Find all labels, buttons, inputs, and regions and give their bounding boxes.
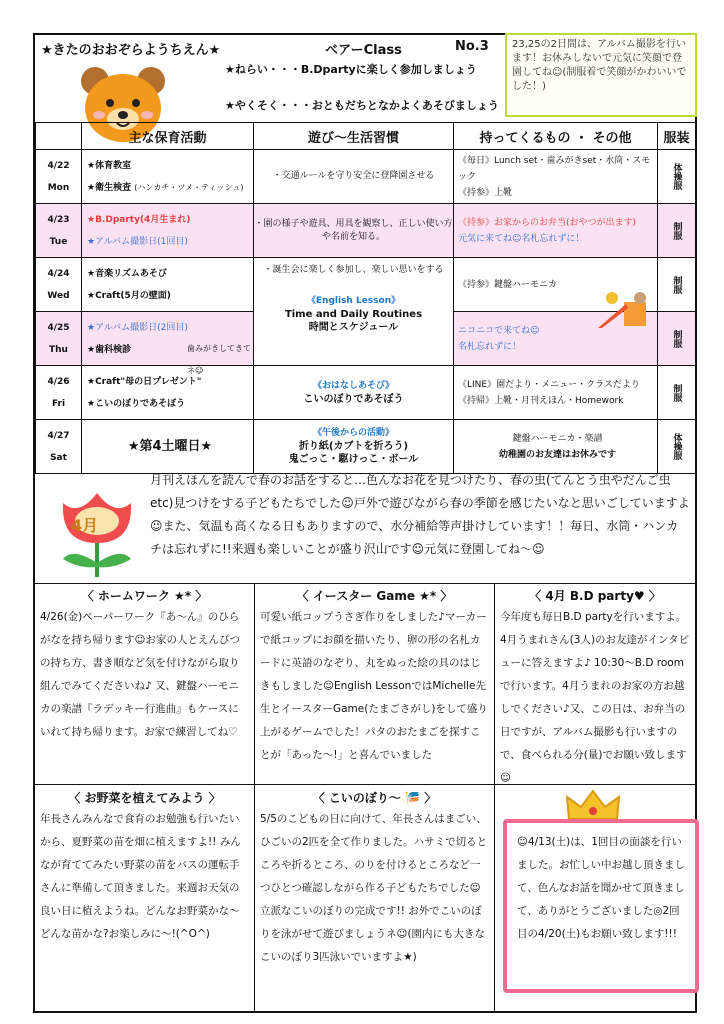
notice-box: 23,25の2日間は、アルバム撮影を行います！お休みしないで元気に笑顔で登園してね☺(制服着で笑顔がかわいいでした！) [505,33,697,117]
outdoor-text: こいのぼりであそぼう [303,393,404,405]
dress-code: 体操服 [658,420,696,474]
easter-title: 〈 イースター Game ★* 〉 [296,589,453,603]
bring-1: 《持参》お家からのお弁当(おやつが出ます) [458,217,637,228]
table-row [36,204,696,258]
bring-2: 《持参》上靴 [458,187,513,198]
message-text: 月刊えほんを読んで春のお話をすると…色んなお花を見つけたり、春の虫(てんとう虫やだんご虫etc)見つけをする子どもたちでした☺戸外で遊びながら春の季節を感じたいなと思いごしていますよ☺また、気温も高くなる日もありますので、水分補給等声掛けしています！！毎日、水筒・ハンカチは忘れずに!!来週も楽しいことが盛り沢山です☺元気に登園してね～☺ [150,473,690,556]
birthday-box [495,583,695,785]
row-date: 4/22 [47,160,70,171]
homework-title: 〈 ホームワーク ★* 〉 [81,589,208,603]
play-text: ・園の様子や遊具、用具を観察し、正しい使い方や名前を知る。 [254,218,453,242]
row-date: 4/23 [47,214,70,225]
play-text: ・誕生会に楽しく参加し、楽しい思いをする [263,265,444,275]
homework-box [35,583,255,785]
dress-code: 制服 [658,204,696,258]
birthday-text: 今年度も毎日B.D partyを行いますよ。4月うまれさん(3人)のお友達がインタビューに答えますよ♪ 10:30～B.D roomで行います。4月うまれのお家の方お越しでください♪又、この日は、お弁当の日ですが、アルバム撮影も行いますので、食べられる分(量)でお願い致します☺ [500,611,690,784]
thanks-text: ☺4/13(土)は、1回目の面談を行いました。お忙しい中お越し頂きまして、色んなお話を聞かせて頂きまして、ありがとうございました◎2回目の4/20(土)もお願い致します!!! [503,819,699,993]
activity-note: (ハンカチ・ツメ・ティッシュ) [134,182,244,192]
play-text: ・交通ルールを守り安全に登降園させる [272,171,435,181]
row-day: Thu [49,344,68,355]
row-day: Tue [49,236,68,247]
activity-2: ★こいのぼりであそぼう [87,398,186,409]
row-day: Mon [47,182,70,193]
bring-1: 《毎日》Lunch set・歯みがきset・水筒・スモック [458,155,651,182]
bring-2: 《持帰》上靴・月刊えほん・Homework [458,395,624,406]
bring-2: 名札忘れずに！ [458,341,522,352]
vegetable-text: 年長さんみんなで食育のお勉強も行いたいから、夏野菜の苗を畑に植えますよ!! みんなが育ててみたい野菜の苗をバスの運転手さんに準備して頂きました。来週お天気の良い日に植えようね。どんなお野菜かな～どんな苗かな?お楽しみに～!(^O^) [40,813,241,940]
koinobori-text: 5/5のこどもの日に向けて、年長さんはまごい、ひごいの2匹を全て作りました。ハサミで切るところや折るところ、のりを付けるところなど一つひとつ確認しながら作る子どもたちでした☺立派なこいのぼりの完成です!! お外でこいのぼりを泳がせて遊びましょうネ☺(園内にも大きなこいのぼり3匹泳いでいますよ★) [260,813,488,963]
aim-line: ★ねらい・・・B.Dpartyに楽しく参加しましょう [225,63,477,76]
date-header [36,123,82,150]
vegetable-box [35,785,255,1013]
bring-header: 持ってくるもの ・ その他 [454,123,658,150]
activity-2: ★歯科検診 [87,344,132,355]
school-name: ★きたのおおぞらようちえん★ [41,43,221,58]
afternoon-1: 折り紙(カブトを折ろう) [298,441,409,452]
easter-text: 可愛い紙コップうさぎ作りをしました♪マーカーで紙コップにお顔を描いたり、卵の形の名札カードに英語のなぞり、丸をぬった絵の具のはじきもしました☺English LessonではMichelle先生とイースターGame(たまごさがし)をして盛り上がるゲームでした！パタのおたまごを探すことが「あった～!」と喜んでいました [260,611,488,761]
slide-playground-icon [594,290,654,330]
activity-1: ★音楽リズムあそび [87,268,167,279]
row-date: 4/26 [47,376,70,387]
activity-1: ★B.Dparty(4月生まれ) [87,214,191,225]
table-row [36,366,696,420]
row-date: 4/27 [47,430,70,441]
bring-1: ニコニコで来てね☺ [458,325,540,336]
play-header: 遊び～生活習慣 [254,123,454,150]
table-row [36,150,696,204]
bring-1: 《LINE》園だより・メニュー・クラスだより [458,379,640,390]
bring-2: 幼稚園のお友達はお休みです [498,449,616,460]
bring-1: 《持参》鍵盤ハーモニカ [458,279,558,290]
easter-box [255,583,495,785]
bring-1: 鍵盤ハーモニカ・楽譜 [512,433,603,444]
row-day: Wed [47,290,70,301]
row-day: Fri [51,398,66,409]
schedule-table [35,122,696,474]
koinobori-title: 〈 こいのぼり～ 🎏 〉 [312,791,437,805]
thanks-box [495,785,695,1013]
issue-number: No.3 [455,39,489,54]
row-day: Sat [50,452,67,463]
dress-code: 体操服 [658,150,696,204]
activity-1: ★アルバム撮影日(2回目) [87,322,188,333]
month-badge: 4月 [71,516,99,535]
newsletter-page [33,33,697,1013]
row-date: 4/25 [47,322,70,333]
dress-code: 制服 [658,312,696,366]
birthday-title: 〈 4月 B.D party♥ 〉 [529,589,661,603]
dress-header: 服装 [658,123,696,150]
promise-line: ★やくそく・・・おともだちとなかよくあそびましょう [225,99,499,112]
english-lesson-topic: Time and Daily Routines [284,309,423,320]
english-lesson-topic-jp: 時間とスケジュール [308,322,399,333]
dress-code: 制服 [658,258,696,312]
koinobori-box [255,785,495,1013]
afternoon-2: 鬼ごっこ・駆けっこ・ボール [288,454,419,465]
activity-1: ★体育教室 [87,160,132,171]
message-section [35,463,695,584]
activity-2: ★衛生検査 [87,182,132,193]
row-date: 4/24 [47,268,70,279]
activity-2: ★Craft(5月の壁面) [87,290,171,301]
activity-1: ★Craft"母の日プレゼント" [87,376,202,387]
afternoon-title: 《午後からの活動》 [312,428,394,438]
memo-note: 歯みがきしてきてネ☺ [187,344,251,375]
class-name: ベアーClass [325,43,402,58]
bring-2: 元気に来てね☺名札忘れずに！ [458,233,585,244]
outdoor-title: 《おはなしあそび》 [312,380,395,391]
homework-text: 4/26(金)ペーパーワーク『あ～ん』のひらがなを持ち帰ります☺お家の人とえんぴつの持ち方、書き順など気を付けながら取り組んでみてくださいね♪ 又、鍵盤ハーモニカの楽譜『ラデッキー行進曲』もケースにいれて持ち帰ります。お家で練習してね♡ [40,611,240,738]
activity-1: ★第4土曜日★ [127,438,213,454]
activity-header: 主な保育活動 [82,123,254,150]
english-lesson-title: 《English Lesson》 [306,296,401,306]
crown-icon [565,789,621,823]
activity-2: ★アルバム撮影日(1回目) [87,236,188,247]
dress-code: 制服 [658,366,696,420]
vegetable-title: 〈 お野菜を植えてみよう 〉 [68,791,221,805]
